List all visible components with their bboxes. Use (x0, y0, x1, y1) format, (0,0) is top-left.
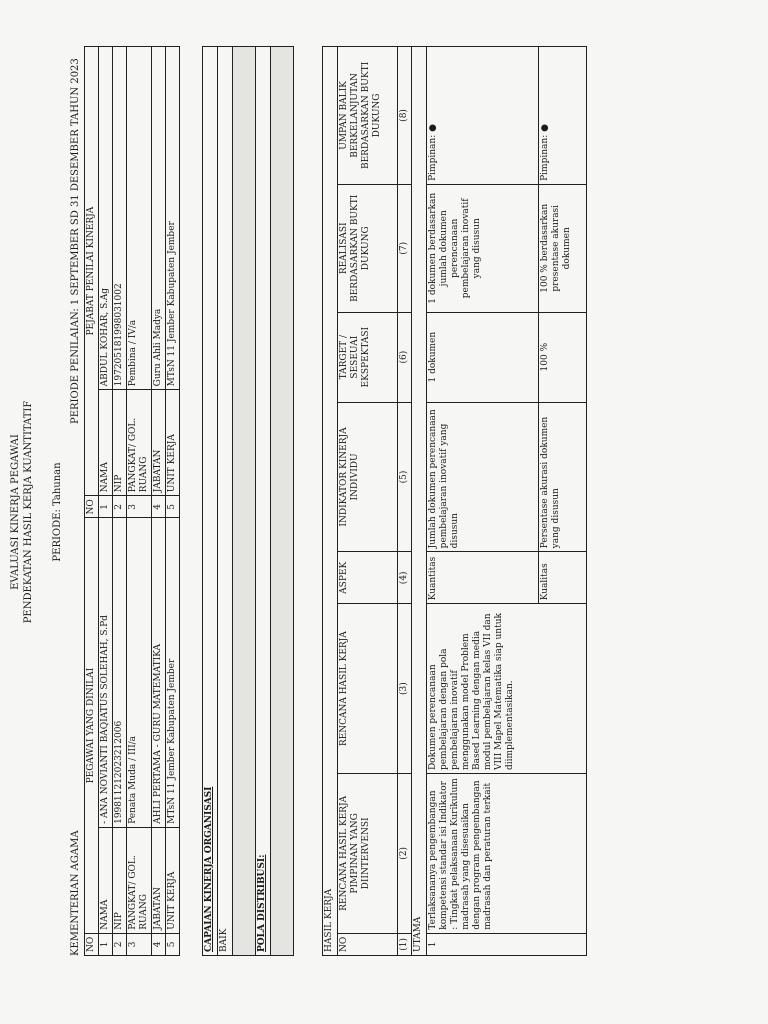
realisasi-kualitas: 100 % berdasarkan presentase akurasi dokumen (539, 184, 587, 312)
pegawai-value: AHLI PERTAMA - GURU MATEMATIKA (152, 518, 166, 827)
identity-row (152, 47, 166, 956)
identity-row (113, 47, 127, 956)
col-no: NO (85, 933, 99, 955)
pejabat-no: 3 (127, 496, 152, 518)
col-number: (3) (398, 604, 412, 774)
capaian-band (233, 47, 256, 956)
col-number: (1) (398, 933, 412, 955)
pejabat-no: 4 (152, 496, 166, 518)
rencana-text: Dokumen perencanaan pembelajaran dengan pola pembelajaran inovatif menggunakan model Problem Based Learning dengan media modul pembelajaran kelas VII dan VIII Mapel Matematika siap untuk diimplementasikan. (427, 604, 587, 774)
pola-title: POLA DISTRIBUSI: (256, 47, 271, 956)
col-number: (5) (398, 402, 412, 552)
capaian-table (202, 46, 294, 956)
hk-col-no: NO (338, 933, 398, 955)
pegawai-no: 2 (113, 933, 127, 955)
col-number: (4) (398, 552, 412, 604)
pejabat-value: 197205181998031002 (113, 47, 127, 390)
col-number: (8) (398, 47, 412, 185)
pejabat-title: PEJABAT PENILAI KINERJA (85, 47, 99, 496)
hk-col-realisasi: REALISASI BERDASARKAN BUKTI DUKUNG (338, 184, 398, 312)
col-number: (7) (398, 184, 412, 312)
pegawai-label: NAMA (99, 827, 113, 933)
group-utama: UTAMA (412, 47, 427, 956)
document-title-2: PENDEKATAN HASIL KERJA KUANTITATIF (23, 400, 34, 624)
col-no: NO (85, 496, 99, 518)
pegawai-no: 4 (152, 933, 166, 955)
identity-table (84, 46, 180, 956)
hk-col-rencana: RENCANA HASIL KERJA (338, 604, 398, 774)
pegawai-value: MTsN 11 Jember Kabupaten Jember (166, 518, 180, 827)
hasil-kerja-table (322, 46, 587, 956)
periode-label: PERIODE: Tahunan (52, 462, 63, 562)
indikator-kualitas: Persentase akurasi dokumen yang disusun (539, 402, 587, 552)
pejabat-label: JABATAN (152, 390, 166, 496)
pejabat-value: MTsN 11 Jember Kabupaten Jember (166, 47, 180, 390)
pegawai-no: 5 (166, 933, 180, 955)
indikator-kuantitas: Jumlah dokumen perencanaan pembelajaran inovatif yang disusun (427, 402, 539, 552)
pegawai-value: - ANA NOVIANTI BAQIATUS SOLEHAH, S.Pd (99, 518, 113, 827)
identity-row (127, 47, 152, 956)
pimpinan-text: Terlaksananya pengembangan kompetensi standar isi Indikator : Tingkat pelaksanaan Kurikulum madrasah yang disesuaikan dengan program pengembangan madrasah dan peraturan terkait (427, 774, 587, 934)
capaian-value: BAIK (218, 47, 233, 956)
hk-col-pimpinan: RENCANA HASIL KERJA PIMPINAN YANG DIINTERVENSI (338, 774, 398, 934)
umpan-kualitas: Pimpinan: ● (539, 47, 587, 185)
pola-band (271, 47, 294, 956)
capaian-title: CAPAIAN KINERJA ORGANISASI (203, 47, 218, 956)
pegawai-label: NIP (113, 827, 127, 933)
pejabat-label: NAMA (99, 390, 113, 496)
pegawai-no: 3 (127, 933, 152, 955)
aspek-kuantitas: Kuantitas (427, 552, 539, 604)
bullet-icon: ● (540, 124, 550, 132)
hk-col-target: TARGET / SESEUAI EKSPEKTASI (338, 312, 398, 402)
pegawai-value: 199811212023212006 (113, 518, 127, 827)
col-number: (6) (398, 312, 412, 402)
bullet-icon: ● (428, 124, 438, 132)
pegawai-value: Penata Muda / III/a (127, 518, 152, 827)
pegawai-label: PANGKAT/ GOL. RUANG (127, 827, 152, 933)
umpan-kuantitas: Pimpinan: ● (427, 47, 539, 185)
target-kualitas: 100 % (539, 312, 587, 402)
pejabat-no: 5 (166, 496, 180, 518)
hk-col-indikator: INDIKATOR KINERJA INDIVIDU (338, 402, 398, 552)
hk-col-aspek: ASPEK (338, 552, 398, 604)
pegawai-label: UNIT KERJA (166, 827, 180, 933)
pejabat-no: 2 (113, 496, 127, 518)
pejabat-label: UNIT KERJA (166, 390, 180, 496)
identity-row (99, 47, 113, 956)
col-number: (2) (398, 774, 412, 934)
realisasi-kuantitas: 1 dokumen berdasarkan jumlah dokumen perencanaan pembelajaran inovatif yang disusun (427, 184, 539, 312)
pejabat-value: Pembina / IV/a (127, 47, 152, 390)
pejabat-value: Guru Ahli Madya (152, 47, 166, 390)
row-no: 1 (427, 933, 587, 955)
hk-col-umpan: UMPAN BALIK BERKELANJUTAN BERDASARKAN BUKTI DUKUNG (338, 47, 398, 185)
pejabat-label: NIP (113, 390, 127, 496)
pejabat-value: ABDUL KOHAR, S.Ag (99, 47, 113, 390)
pegawai-title: PEGAWAI YANG DINILAI (85, 518, 99, 933)
hasil-kerja-title: HASIL KERJA (323, 47, 338, 956)
target-kuantitas: 1 dokumen (427, 312, 539, 402)
pejabat-no: 1 (99, 496, 113, 518)
pegawai-no: 1 (99, 933, 113, 955)
periode-penilaian: PERIODE PENILAIAN: 1 SEPTEMBER SD 31 DESEMBER TAHUN 2023 (70, 58, 81, 424)
pegawai-label: JABATAN (152, 827, 166, 933)
identity-row (166, 47, 180, 956)
pejabat-label: PANGKAT/ GOL. RUANG (127, 390, 152, 496)
ministry-name: KEMENTERIAN AGAMA (70, 830, 81, 956)
document-title-1: EVALUASI KINERJA PEGAWAI (10, 434, 21, 590)
aspek-kualitas: Kualitas (539, 552, 587, 604)
